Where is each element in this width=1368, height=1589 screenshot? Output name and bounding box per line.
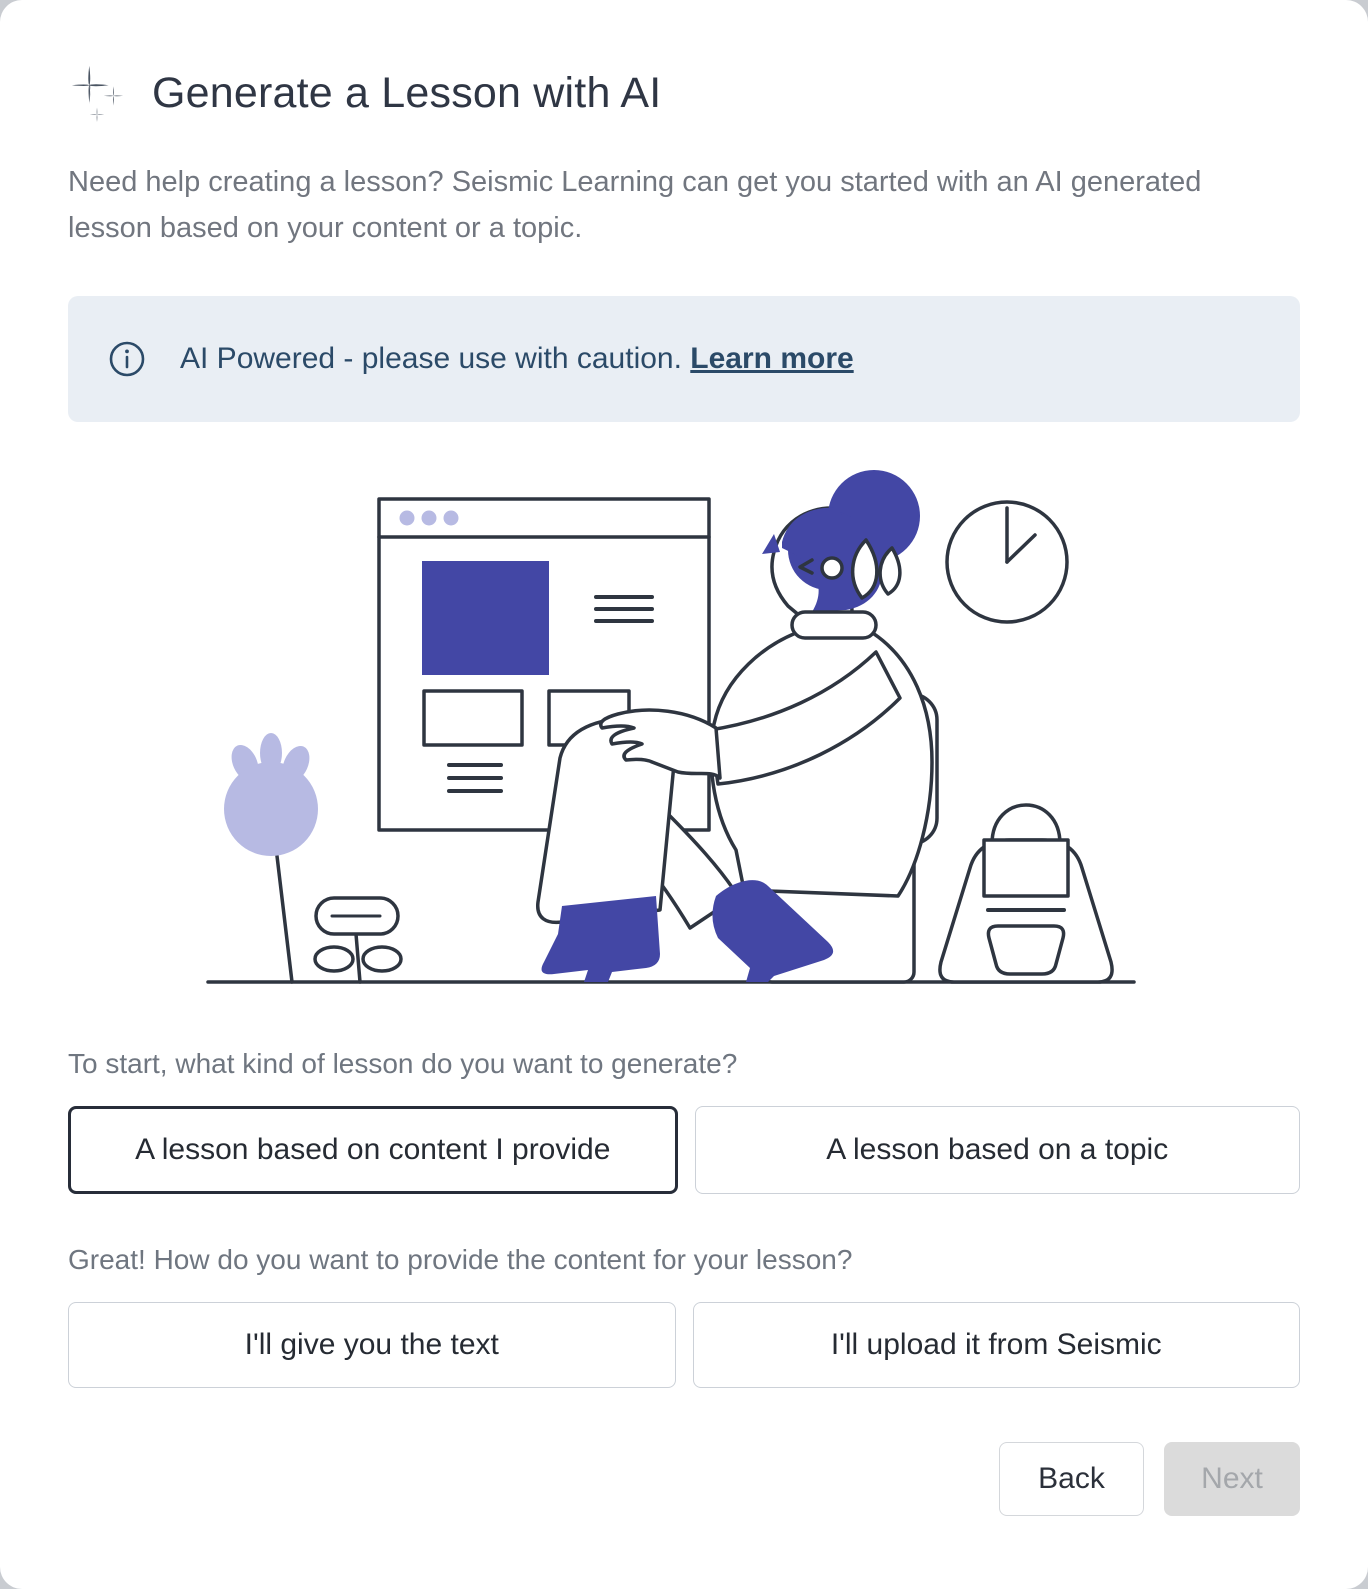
content-source-options bbox=[68, 1302, 1300, 1388]
back-button[interactable]: Back bbox=[999, 1442, 1144, 1516]
ai-caution-banner bbox=[68, 296, 1300, 422]
question-content-source: Great! How do you want to provide the content for your lesson? bbox=[68, 1243, 853, 1275]
ear bbox=[822, 558, 842, 578]
sparkles-icon bbox=[68, 64, 126, 122]
modal-footer bbox=[68, 1442, 1300, 1516]
head bbox=[762, 470, 920, 638]
page-title: Generate a Lesson with AI bbox=[152, 68, 662, 117]
lesson-illustration bbox=[68, 462, 1304, 1022]
option-content-i-provide[interactable]: A lesson based on content I provide bbox=[68, 1106, 678, 1194]
lesson-type-options bbox=[68, 1106, 1300, 1194]
learn-more-link[interactable]: Learn more bbox=[690, 341, 854, 375]
flower-stake bbox=[315, 898, 401, 982]
banner-caution-text: AI Powered - please use with caution. bbox=[180, 341, 682, 375]
modal-description: Need help creating a lesson? Seismic Learning can get you started with an AI generated lesson based on your content or a topic. bbox=[68, 166, 1202, 244]
browser-hero-block bbox=[422, 561, 549, 675]
clock bbox=[947, 502, 1067, 622]
info-icon bbox=[108, 340, 146, 378]
plant-blob bbox=[224, 733, 318, 856]
question-lesson-type: To start, what kind of lesson do you want to generate? bbox=[68, 1047, 738, 1079]
modal-header bbox=[68, 64, 1300, 122]
banner-text bbox=[180, 342, 854, 376]
bag bbox=[940, 805, 1112, 982]
option-topic[interactable]: A lesson based on a topic bbox=[695, 1106, 1301, 1194]
collar bbox=[792, 612, 876, 638]
next-button[interactable]: Next bbox=[1164, 1442, 1300, 1516]
option-give-text[interactable]: I'll give you the text bbox=[68, 1302, 676, 1388]
option-upload-seismic[interactable]: I'll upload it from Seismic bbox=[693, 1302, 1301, 1388]
